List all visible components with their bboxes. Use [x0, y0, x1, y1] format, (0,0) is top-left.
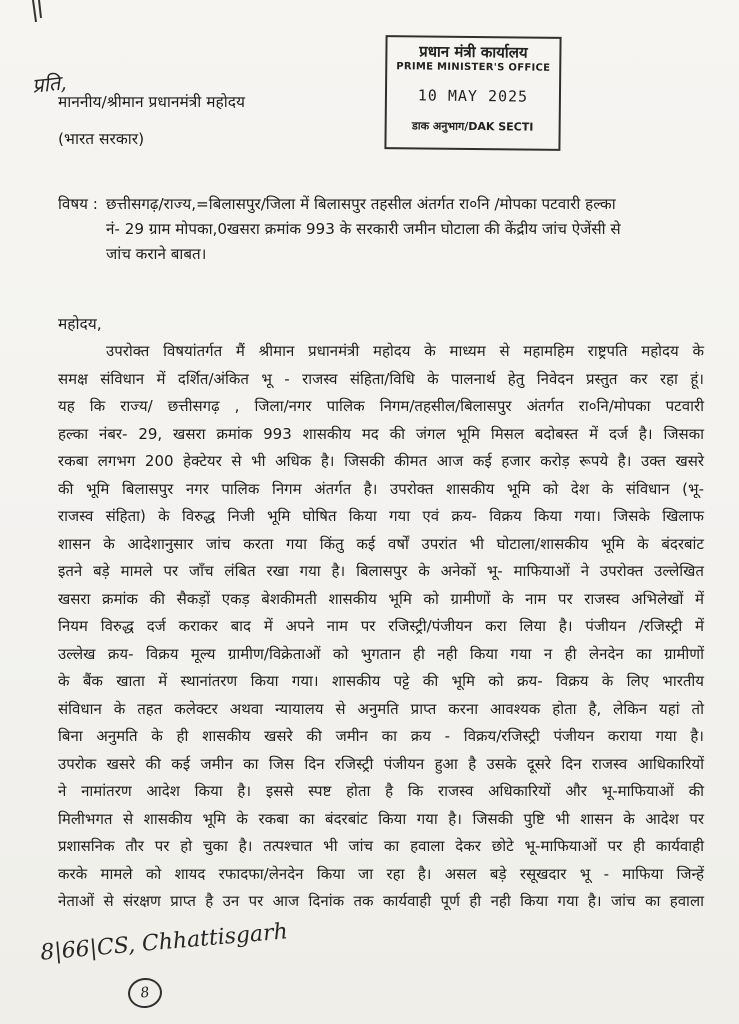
- addressee-government: (भारत सरकार): [58, 130, 145, 148]
- body-line: खसरा क्रमांक की सैकड़ों एकड़ बेशकीमती शासकीय भूमि को ग्रामीणों के नाम पर राजस्व अभिलेखों में: [58, 589, 704, 608]
- body-line: प्रशासनिक तौर पर हो चुका है। तत्पश्चात भी जांच का हवाला देकर छोटे भू-माफियाओं पर ही कार्यवाही: [58, 837, 704, 855]
- handwritten-prati: प्रति,: [30, 70, 68, 98]
- body-line: के बैंक खाता में स्थानांतरण किया गया। शासकीय पट्टे की भूमि को क्रय- विक्रय के लिए भारतीय: [58, 672, 704, 690]
- subject-line-2: नं- 29 ग्राम मोपका,0खसरा क्रमांक 993 के सरकारी जमीन घोटाला की केंद्रीय जांच ऐजेंसी से: [106, 220, 621, 238]
- body-line: उपरोक्त विषयांतर्गत मैं श्रीमान प्रधानमंत्री महोदय के माध्यम से महामहिम राष्ट्रपति महोदय के: [106, 342, 704, 360]
- handwritten-reference-note: 8|66|CS, Chhattisgarh: [39, 919, 289, 966]
- body-line: हल्का नंबर- 29, खसरा क्रमांक 993 शासकीय मद की जंगल भूमि मिसल बदोबस्त में दर्ज है। जिसका: [58, 424, 704, 443]
- body-line: बिना अनुमति के ही शासकीय खसरे की जमीन का क्रय - विक्रय/रजिस्ट्री पंजीयन कराया गया है।: [58, 727, 704, 745]
- subject-block: [58, 192, 698, 267]
- salutation: महोदय,: [58, 315, 102, 333]
- stamp-office-hindi: प्रधान मंत्री कार्यालय: [419, 42, 528, 62]
- letter-body: [58, 338, 704, 916]
- stamp-section: डाक अनुभाग/DAK SECTI: [411, 119, 534, 134]
- body-line: ने नामांतरण आदेश किया है। इससे स्पष्ट होता है कि राजस्व अधिकारियों और भू-माफियाओं की: [58, 782, 704, 800]
- body-line: मिलीभगत से शासकीय भूमि के रकबा का बंदरबांट किया गया है। जिसकी पुष्टि भी शासन के आदेश पर: [58, 809, 704, 828]
- body-line: उपरोक खसरे की कई जमीन का जिस दिन रजिस्ट्री पंजीयन हुआ है उसके दूसरे दिन राजस्व आधिकारियों: [58, 754, 704, 773]
- subject-label: विषय :: [58, 195, 98, 213]
- body-line: की भूमि बिलासपुर नगर पालिक निगम अंतर्गत है। उपरोक्त शासकीय भूमि को देश के संविधान (भू-: [58, 479, 704, 498]
- body-line: उल्लेख क्रय- विक्रय मूल्य ग्रामीण/विक्रेताओं को भुगतान ही नही किया गया न ही लेनदेन का ग्रामीणों: [58, 644, 704, 663]
- body-line: रकबा लगभग 200 हेक्टेयर से भी अधिक है। जिसकी कीमत आज कई हजार करोड़ रूपये है। उक्त खसरे: [58, 452, 704, 470]
- subject-line-1: [58, 192, 698, 217]
- body-line: संविधान के तहत कलेक्टर अथवा न्यायालय से अनुमति प्राप्त करना आवश्यक होता है, लेकिन यहां तो: [58, 699, 704, 718]
- pen-mark-icon: [30, 0, 44, 30]
- subject-text: छत्तीसगढ़/राज्य,=बिलासपुर/जिला में बिलासपुर तहसील अंतर्गत रा०नि /मोपका पटवारी हल्का: [106, 195, 616, 213]
- handwritten-circled-number: 8: [126, 976, 164, 1010]
- subject-line-3: जांच कराने बाबत।: [106, 245, 207, 263]
- stamp-office-english: PRIME MINISTER'S OFFICE: [396, 61, 551, 74]
- body-line: राजस्व संहिता) के विरुद्ध निजी भूमि घोषित किया गया एवं क्रय- विक्रय किया गया। जिसके खिलाफ: [58, 507, 704, 525]
- body-line: शासन के आदेशानुसार जांच करता गया किंतु कई वर्षों उपरांत भी घोटाला/शासकीय भूमि के बंदरबांट: [58, 534, 704, 553]
- body-line: समक्ष संविधान में दर्शित/अंकित भू - राजस्व संहिता/विधि के पालनार्थ हेतु निवेदन प्रस्तुत कर रहा हूं।: [58, 369, 704, 388]
- body-line: इतने बड़े मामले पर जाँच लंबित रखा गया है। बिलासपुर के अनेकों भू- माफियाओं ने उपरोक्त उल्लेखित: [58, 562, 704, 580]
- body-line: यह कि राज्य/ छत्तीसगढ़ , जिला/नगर पालिक निगम/तहसील/बिलासपुर अंतर्गत रा०नि/मोपका पटवारी: [58, 397, 704, 415]
- body-line: नियम विरुद्ध दर्ज कराकर बाद में अपने नाम पर रजिस्ट्री/पंजीयन करा लिया है। पंजीयन /रजिस्ट्री में: [58, 617, 704, 635]
- pmo-receipt-stamp: [384, 35, 561, 151]
- addressee-line: माननीय/श्रीमान प्रधानमंत्री महोदय: [58, 93, 245, 111]
- stamp-date: 10 MAY 2025: [417, 86, 529, 106]
- body-line: नेताओं से संरक्षण प्राप्त है उन पर आज दिनांक तक कार्यवाही पूर्ण ही नही किया गया है। जांच का हवाला: [58, 892, 704, 910]
- body-line: करके मामले को शायद रफादफा/लेनदेन किया जा रहा है। असल बड़े रसूखदार भू - माफिया जिन्हें: [58, 864, 704, 883]
